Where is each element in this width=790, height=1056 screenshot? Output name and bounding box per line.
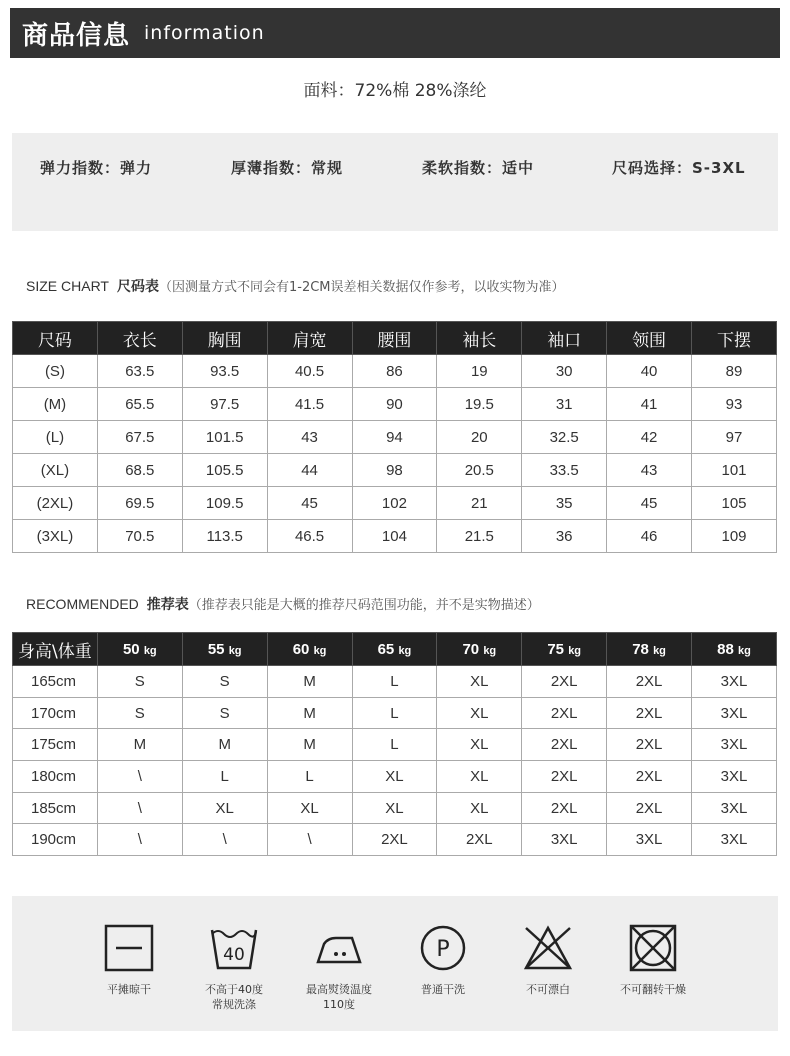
recommended-size-cell: XL xyxy=(437,792,522,824)
recommended-size-cell: XL xyxy=(267,792,352,824)
size-chart-header: 领围 xyxy=(607,322,692,355)
recommended-size-cell: 2XL xyxy=(522,761,607,793)
recommended-size-cell: S xyxy=(97,697,182,729)
care-label xyxy=(284,982,394,1012)
measurement-cell: 46 xyxy=(607,520,692,553)
weight-unit: kg xyxy=(738,644,751,657)
recommended-size-cell: 3XL xyxy=(692,792,777,824)
weight-unit: kg xyxy=(228,644,242,657)
height-cell: 175cm xyxy=(13,729,98,761)
recommended-size-cell: XL xyxy=(182,792,267,824)
weight-value: 75 xyxy=(547,640,565,658)
measurement-cell: 70.5 xyxy=(97,520,182,553)
recommended-size-cell: \ xyxy=(97,792,182,824)
recommended-size-cell: M xyxy=(182,729,267,761)
measurement-cell: 89 xyxy=(692,355,777,388)
measurement-cell: 68.5 xyxy=(97,454,182,487)
weight-unit: kg xyxy=(313,644,327,657)
size-chart-header: 尺码 xyxy=(13,322,98,355)
recommended-table xyxy=(12,632,777,856)
measurement-cell: 101 xyxy=(692,454,777,487)
header-title-cn: 商品信息 xyxy=(22,20,131,51)
header-title-en: information xyxy=(144,22,265,44)
table-row xyxy=(13,666,777,698)
care-label: 不可漂白 xyxy=(526,983,570,996)
property-thickness: 厚薄指数：常规 xyxy=(231,159,344,177)
measurement-cell: 42 xyxy=(607,421,692,454)
recommended-size-cell: 2XL xyxy=(522,792,607,824)
measurement-cell: 97.5 xyxy=(182,388,267,421)
recommended-size-cell: M xyxy=(267,729,352,761)
measurement-cell: 36 xyxy=(522,520,607,553)
table-row xyxy=(13,792,777,824)
weight-unit: kg xyxy=(143,644,157,657)
table-row xyxy=(13,421,777,454)
measurement-cell: 40 xyxy=(607,355,692,388)
recommended-size-cell: S xyxy=(182,666,267,698)
recommended-size-cell: 3XL xyxy=(522,824,607,856)
measurement-cell: 101.5 xyxy=(182,421,267,454)
care-item-wash xyxy=(179,924,289,1012)
recommended-size-cell: 3XL xyxy=(692,666,777,698)
weight-header xyxy=(607,633,692,666)
size-chart-header: 肩宽 xyxy=(267,322,352,355)
recommended-size-cell: XL xyxy=(352,761,437,793)
weight-unit: kg xyxy=(653,644,666,657)
weight-unit: kg xyxy=(398,644,412,657)
measurement-cell: 109.5 xyxy=(182,487,267,520)
measurement-cell: 32.5 xyxy=(522,421,607,454)
recommended-size-cell: 3XL xyxy=(692,729,777,761)
wash-temp-text: 40 xyxy=(223,945,245,965)
table-row xyxy=(13,761,777,793)
measurement-cell: 65.5 xyxy=(97,388,182,421)
measurement-cell: 93.5 xyxy=(182,355,267,388)
measurement-cell: 43 xyxy=(267,421,352,454)
care-label: 普通干洗 xyxy=(421,983,465,996)
section-header xyxy=(10,8,780,58)
recommended-size-cell: XL xyxy=(352,792,437,824)
recommended-size-cell: \ xyxy=(182,824,267,856)
measurement-cell: 67.5 xyxy=(97,421,182,454)
measurement-cell: 30 xyxy=(522,355,607,388)
table-row xyxy=(13,487,777,520)
measurement-cell: 35 xyxy=(522,487,607,520)
recommended-size-cell: M xyxy=(267,666,352,698)
recommended-size-cell: 2XL xyxy=(522,666,607,698)
measurement-cell: 41 xyxy=(607,388,692,421)
recommended-size-cell: 3XL xyxy=(607,824,692,856)
measurement-cell: 86 xyxy=(352,355,437,388)
measurement-cell: 43 xyxy=(607,454,692,487)
size-label-cell: (XL) xyxy=(13,454,98,487)
weight-value: 78 xyxy=(632,640,649,658)
size-chart-label-cn: 尺码表 xyxy=(116,279,159,295)
recommended-size-cell: 2XL xyxy=(607,792,692,824)
weight-unit: kg xyxy=(483,644,497,657)
property-softness: 柔软指数：适中 xyxy=(422,159,535,177)
dry-clean-p-icon xyxy=(418,924,468,972)
table-row xyxy=(13,520,777,553)
table-row xyxy=(13,454,777,487)
recommended-note: （推荐表只能是大概的推荐尺码范围功能，并不是实物描述） xyxy=(188,598,540,613)
table-row xyxy=(13,824,777,856)
property-elasticity: 弹力指数：弹力 xyxy=(40,159,153,177)
recommended-label-en: RECOMMENDED xyxy=(26,596,139,612)
height-cell: 190cm xyxy=(13,824,98,856)
measurement-cell: 105.5 xyxy=(182,454,267,487)
table-row xyxy=(13,355,777,388)
recommended-size-cell: 3XL xyxy=(692,761,777,793)
measurement-cell: 44 xyxy=(267,454,352,487)
size-chart-label-en: SIZE CHART xyxy=(26,278,109,294)
weight-value: 55 xyxy=(207,640,225,658)
recommended-size-cell: \ xyxy=(97,761,182,793)
size-chart-table xyxy=(12,321,777,553)
measurement-cell: 46.5 xyxy=(267,520,352,553)
recommended-size-cell: 3XL xyxy=(692,697,777,729)
measurement-cell: 93 xyxy=(692,388,777,421)
care-label-text: 不高于40度 常规洗涤 xyxy=(205,983,263,1011)
size-chart-header: 腰围 xyxy=(352,322,437,355)
iron-icon xyxy=(314,924,364,972)
size-chart-header: 袖口 xyxy=(522,322,607,355)
recommended-size-cell: 3XL xyxy=(692,824,777,856)
measurement-cell: 98 xyxy=(352,454,437,487)
care-item-dry-flat xyxy=(74,924,184,997)
recommended-size-cell: 2XL xyxy=(607,761,692,793)
table-row xyxy=(13,729,777,761)
no-bleach-icon xyxy=(523,924,573,972)
height-cell: 170cm xyxy=(13,697,98,729)
weight-header xyxy=(522,633,607,666)
recommended-size-cell: L xyxy=(352,697,437,729)
care-label: 不可翻转干燥 xyxy=(620,983,686,996)
recommended-size-cell: L xyxy=(267,761,352,793)
care-label: 平摊晾干 xyxy=(107,983,151,996)
measurement-cell: 19 xyxy=(437,355,522,388)
recommended-size-cell: 2XL xyxy=(607,729,692,761)
no-tumble-dry-icon xyxy=(628,924,678,972)
care-instructions-panel xyxy=(12,896,778,1031)
recommended-size-cell: XL xyxy=(437,666,522,698)
size-chart-header: 下摆 xyxy=(692,322,777,355)
recommended-size-cell: L xyxy=(182,761,267,793)
recommended-size-cell: 2XL xyxy=(352,824,437,856)
height-cell: 180cm xyxy=(13,761,98,793)
recommended-size-cell: XL xyxy=(437,761,522,793)
recommended-size-cell: \ xyxy=(97,824,182,856)
recommended-size-cell: 2XL xyxy=(437,824,522,856)
care-label-text: 最高熨烫温度 110度 xyxy=(306,983,372,1011)
recommended-size-cell: 2XL xyxy=(607,697,692,729)
recommended-label xyxy=(26,594,540,614)
measurement-cell: 41.5 xyxy=(267,388,352,421)
measurement-cell: 45 xyxy=(607,487,692,520)
measurement-cell: 40.5 xyxy=(267,355,352,388)
care-item-iron xyxy=(284,924,394,1012)
care-item-dry-clean xyxy=(388,924,498,997)
recommended-size-cell: XL xyxy=(437,697,522,729)
recommended-size-cell: L xyxy=(352,666,437,698)
care-item-no-tumble-dry xyxy=(598,924,708,997)
table-row xyxy=(13,388,777,421)
measurement-cell: 21 xyxy=(437,487,522,520)
measurement-cell: 104 xyxy=(352,520,437,553)
weight-header xyxy=(352,633,437,666)
recommended-size-cell: 2XL xyxy=(522,729,607,761)
size-chart-header: 衣长 xyxy=(97,322,182,355)
recommended-size-cell: S xyxy=(182,697,267,729)
measurement-cell: 102 xyxy=(352,487,437,520)
measurement-cell: 109 xyxy=(692,520,777,553)
size-label-cell: (L) xyxy=(13,421,98,454)
property-size-range: 尺码选择：S-3XL xyxy=(612,159,746,177)
measurement-cell: 21.5 xyxy=(437,520,522,553)
measurement-cell: 63.5 xyxy=(97,355,182,388)
fabric-composition: 面料：72%棉 28%涤纶 xyxy=(303,81,487,101)
dry-flat-icon xyxy=(104,924,154,972)
size-chart-header: 胸围 xyxy=(182,322,267,355)
recommended-size-cell: 2XL xyxy=(607,666,692,698)
measurement-cell: 105 xyxy=(692,487,777,520)
dry-clean-symbol: P xyxy=(436,937,450,962)
care-item-no-bleach xyxy=(493,924,603,997)
recommended-size-cell: S xyxy=(97,666,182,698)
wash-40-icon xyxy=(209,924,259,972)
measurement-cell: 113.5 xyxy=(182,520,267,553)
height-cell: 165cm xyxy=(13,666,98,698)
recommended-size-cell: XL xyxy=(437,729,522,761)
size-chart-label xyxy=(26,276,565,296)
measurement-cell: 45 xyxy=(267,487,352,520)
measurement-cell: 20.5 xyxy=(437,454,522,487)
recommended-corner-header: 身高\体重 xyxy=(13,633,98,666)
size-label-cell: (M) xyxy=(13,388,98,421)
height-cell: 185cm xyxy=(13,792,98,824)
weight-value: 88 xyxy=(717,640,734,658)
weight-value: 50 xyxy=(122,640,140,658)
weight-value: 65 xyxy=(377,640,395,658)
weight-header xyxy=(97,633,182,666)
measurement-cell: 90 xyxy=(352,388,437,421)
recommended-label-cn: 推荐表 xyxy=(146,597,189,613)
measurement-cell: 97 xyxy=(692,421,777,454)
measurement-cell: 31 xyxy=(522,388,607,421)
size-chart-header: 袖长 xyxy=(437,322,522,355)
measurement-cell: 20 xyxy=(437,421,522,454)
size-chart-note: （因测量方式不同会有1-2CM误差相关数据仅作参考，以收实物为准） xyxy=(158,280,565,295)
recommended-size-cell: L xyxy=(352,729,437,761)
measurement-cell: 19.5 xyxy=(437,388,522,421)
recommended-size-cell: M xyxy=(97,729,182,761)
weight-unit: kg xyxy=(568,644,582,657)
care-label xyxy=(179,982,289,1012)
measurement-cell: 33.5 xyxy=(522,454,607,487)
measurement-cell: 94 xyxy=(352,421,437,454)
recommended-size-cell: M xyxy=(267,697,352,729)
weight-value: 60 xyxy=(292,640,310,658)
size-label-cell: (2XL) xyxy=(13,487,98,520)
size-label-cell: (3XL) xyxy=(13,520,98,553)
size-label-cell: (S) xyxy=(13,355,98,388)
weight-header xyxy=(182,633,267,666)
measurement-cell: 69.5 xyxy=(97,487,182,520)
recommended-size-cell: \ xyxy=(267,824,352,856)
weight-header xyxy=(437,633,522,666)
table-row xyxy=(13,697,777,729)
weight-header xyxy=(267,633,352,666)
weight-header xyxy=(692,633,777,666)
properties-panel xyxy=(12,133,778,231)
recommended-size-cell: 2XL xyxy=(522,697,607,729)
weight-value: 70 xyxy=(462,640,480,658)
